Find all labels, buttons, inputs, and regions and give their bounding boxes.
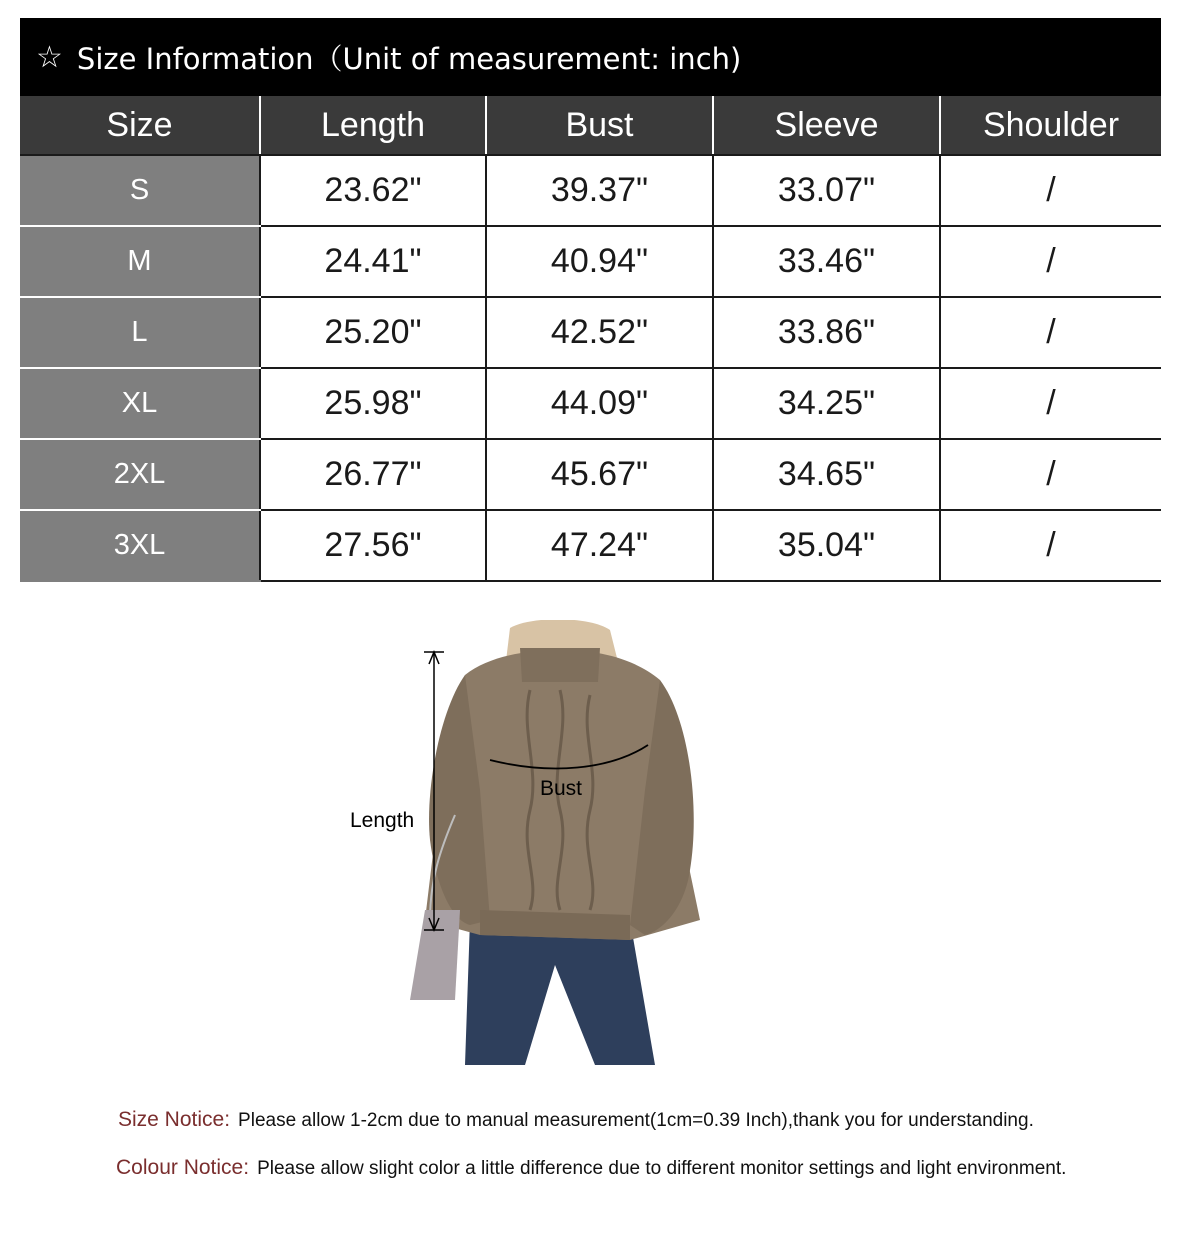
size-cell: 2XL <box>20 439 260 510</box>
size-table <box>20 96 1161 582</box>
shoulder-cell: / <box>940 155 1161 226</box>
table-row <box>20 510 1161 581</box>
table-row <box>20 368 1161 439</box>
length-cell: 24.41" <box>260 226 486 297</box>
sweater-collar <box>520 648 600 682</box>
bust-cell: 44.09" <box>486 368 713 439</box>
bust-cell: 47.24" <box>486 510 713 581</box>
length-cell: 25.20" <box>260 297 486 368</box>
bust-label: Bust <box>540 777 583 800</box>
colour-notice-text: Please allow slight color a little difference due to different monitor settings and light environment. <box>257 1158 1067 1179</box>
colour-notice-label: Colour Notice: <box>116 1156 250 1179</box>
jeans-shape <box>465 920 655 1065</box>
table-header-row <box>20 96 1161 155</box>
table-row <box>20 439 1161 510</box>
model-illustration <box>330 620 750 1070</box>
size-info-title: Size Information（Unit of measurement: inch) <box>76 41 742 76</box>
shoulder-cell: / <box>940 226 1161 297</box>
sleeve-cell: 33.46" <box>713 226 940 297</box>
table-row <box>20 155 1161 226</box>
bust-cell: 39.37" <box>486 155 713 226</box>
shoulder-cell: / <box>940 368 1161 439</box>
sleeve-cell: 33.86" <box>713 297 940 368</box>
bust-cell: 42.52" <box>486 297 713 368</box>
table-row <box>20 297 1161 368</box>
length-cell: 26.77" <box>260 439 486 510</box>
shoulder-cell: / <box>940 510 1161 581</box>
size-cell: S <box>20 155 260 226</box>
size-notice-text: Please allow 1-2cm due to manual measurement(1cm=0.39 Inch),thank you for understanding. <box>238 1110 1034 1131</box>
bust-cell: 40.94" <box>486 226 713 297</box>
header-shoulder: Shoulder <box>940 96 1161 155</box>
size-notice-label: Size Notice: <box>118 1108 231 1131</box>
length-cell: 25.98" <box>260 368 486 439</box>
shoulder-cell: / <box>940 297 1161 368</box>
sleeve-cell: 35.04" <box>713 510 940 581</box>
sleeve-cell: 34.65" <box>713 439 940 510</box>
size-cell: M <box>20 226 260 297</box>
size-info-title-bar <box>20 18 1161 96</box>
length-cell: 23.62" <box>260 155 486 226</box>
shoulder-cell: / <box>940 439 1161 510</box>
size-cell: XL <box>20 368 260 439</box>
bust-cell: 45.67" <box>486 439 713 510</box>
table-row <box>20 226 1161 297</box>
sleeve-cell: 33.07" <box>713 155 940 226</box>
header-sleeve: Sleeve <box>713 96 940 155</box>
size-notice <box>118 1108 1034 1132</box>
colour-notice <box>116 1156 1066 1180</box>
size-cell: 3XL <box>20 510 260 581</box>
length-label: Length <box>350 809 415 832</box>
header-bust: Bust <box>486 96 713 155</box>
header-length: Length <box>260 96 486 155</box>
star-outline-icon: ☆ <box>36 39 63 75</box>
length-cell: 27.56" <box>260 510 486 581</box>
header-size: Size <box>20 96 260 155</box>
size-cell: L <box>20 297 260 368</box>
sweater-hem <box>480 910 630 940</box>
sleeve-cell: 34.25" <box>713 368 940 439</box>
handbag-shape <box>410 910 460 1000</box>
measurement-diagram <box>330 620 750 1070</box>
